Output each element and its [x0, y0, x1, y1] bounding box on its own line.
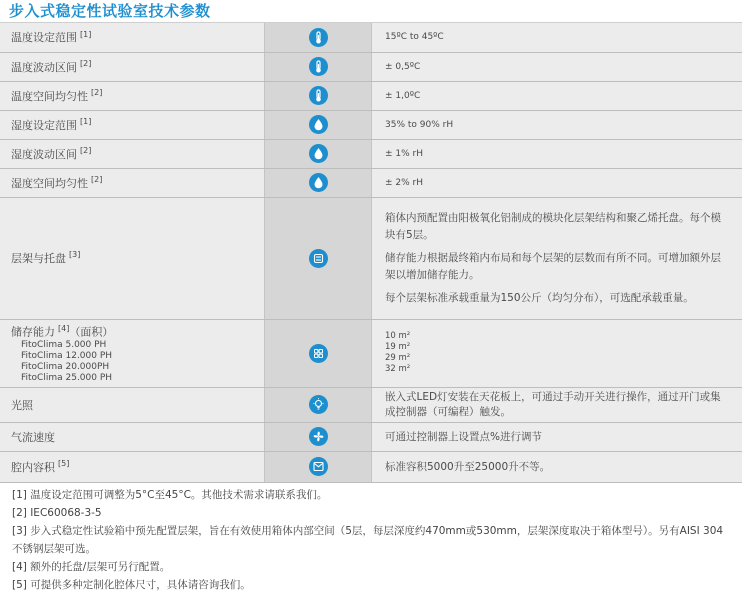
- row-label-cell: [0, 110, 265, 139]
- shelves-icon: [309, 249, 328, 268]
- icon-cell: [265, 110, 372, 139]
- table-row: [0, 319, 742, 387]
- icon-cell: [265, 451, 372, 482]
- row-label: 湿度设定范围: [11, 118, 77, 132]
- footnote-ref: [1]: [80, 116, 92, 126]
- grid-icon: [309, 344, 328, 363]
- light-bulb-icon: [309, 395, 328, 414]
- page-title: 步入式稳定性试验室技术参数: [9, 2, 211, 20]
- footnote-ref: [3]: [69, 250, 81, 260]
- footnote-ref: [2]: [91, 174, 103, 184]
- footnote: [4] 额外的托盘/层架可另行配置。: [12, 561, 171, 573]
- table-row: [0, 451, 742, 482]
- row-label: 温度波动区间: [11, 60, 77, 74]
- model-name: FitoClima 12.000 PH: [21, 350, 113, 361]
- water-drop-icon: [309, 115, 328, 134]
- row-label: 层架与托盘: [11, 252, 66, 265]
- row-value: 嵌入式LED灯安装在天花板上，可通过手动开关进行操作，通过开门或集成控制器（可编程）触发。: [372, 387, 742, 422]
- table-row: [0, 168, 742, 197]
- icon-cell: [265, 168, 372, 197]
- icon-cell: [265, 422, 372, 451]
- icon-cell: [265, 23, 372, 52]
- footnote: [3] 步入式稳定性试验箱中预先配置层架，旨在有效使用箱体内部空间（5层，每层深度约470mm或530mm，层架深度取决于箱体型号）。另有AISI 304不锈钢层架可选。: [12, 525, 724, 555]
- row-label-cell: [0, 52, 265, 81]
- fan-icon: [309, 427, 328, 446]
- row-value: 15ºC to 45ºC: [372, 23, 742, 52]
- capacity-value: 19 m²: [385, 342, 411, 352]
- water-drop-icon: [309, 144, 328, 163]
- shelves-paragraph: 储存能力根据最终箱内布局和每个层架的层数而有所不同。可增加额外层架以增加储存能力。: [385, 251, 721, 281]
- thermometer-icon: [309, 28, 328, 47]
- row-value: [372, 197, 742, 319]
- model-name: FitoClima 25.000 PH: [21, 372, 113, 383]
- footnote-ref: [2]: [91, 87, 103, 97]
- footnotes: [12, 486, 732, 594]
- thermometer-icon: [309, 86, 328, 105]
- table-row: [0, 110, 742, 139]
- row-label-cell: [0, 197, 265, 319]
- icon-cell: [265, 139, 372, 168]
- row-label-cell: [0, 168, 265, 197]
- table-row: [0, 81, 742, 110]
- row-label: 温度空间均匀性: [11, 89, 88, 103]
- row-value: [372, 319, 742, 387]
- thermometer-icon: [309, 57, 328, 76]
- row-label-cell: [0, 81, 265, 110]
- icon-cell: [265, 52, 372, 81]
- row-label: 温度设定范围: [11, 31, 77, 45]
- table-row: [0, 23, 742, 52]
- capacity-value: 32 m²: [385, 364, 411, 374]
- footnote-ref: [4]: [58, 324, 70, 334]
- spec-table: [0, 23, 742, 483]
- row-label: 腔内容积: [11, 460, 55, 474]
- footnote-ref: [5]: [58, 458, 70, 468]
- model-name: FitoClima 20.000PH: [21, 361, 110, 372]
- capacity-value: 10 m²: [385, 331, 411, 341]
- row-label-cell: [0, 422, 265, 451]
- footnote-ref: [1]: [80, 29, 92, 39]
- chamber-icon: [309, 457, 328, 476]
- row-value: ± 0,5ºC: [372, 52, 742, 81]
- icon-cell: [265, 81, 372, 110]
- row-label-suffix: （面积）: [69, 325, 114, 339]
- table-row: [0, 139, 742, 168]
- footnote-ref: [2]: [80, 145, 92, 155]
- water-drop-icon: [309, 173, 328, 192]
- footnote-ref: [2]: [80, 58, 92, 68]
- row-label: 光照: [11, 398, 33, 412]
- row-label: 湿度波动区间: [11, 147, 77, 161]
- icon-cell: [265, 319, 372, 387]
- row-label: 储存能力: [11, 325, 55, 339]
- row-value: ± 1% rH: [372, 139, 742, 168]
- icon-cell: [265, 387, 372, 422]
- row-label-cell: [0, 23, 265, 52]
- footnote: [5] 可提供多种定制化腔体尺寸，具体请咨询我们。: [12, 579, 251, 591]
- row-label-cell: [0, 387, 265, 422]
- model-name: FitoClima 5.000 PH: [21, 339, 107, 350]
- capacity-value: 29 m²: [385, 353, 411, 363]
- table-row: [0, 387, 742, 422]
- row-label-cell: [0, 139, 265, 168]
- icon-cell: [265, 197, 372, 319]
- row-value: 可通过控制器上设置点%进行调节: [372, 422, 742, 451]
- row-label-cell: [0, 319, 265, 387]
- row-value: ± 2% rH: [372, 168, 742, 197]
- shelves-paragraph: 每个层架标准承载重量为150公斤（均匀分布），可选配承载重量。: [385, 291, 694, 304]
- row-value: ± 1,0ºC: [372, 81, 742, 110]
- footnote: [1] 温度设定范围可调整为5°C至45°C。其他技术需求请联系我们。: [12, 489, 328, 501]
- row-label-cell: [0, 451, 265, 482]
- table-row: [0, 422, 742, 451]
- table-row: [0, 197, 742, 319]
- row-value: 标准容积5000升至25000升不等。: [372, 451, 742, 482]
- shelves-paragraph: 箱体内预配置由阳极氧化铝制成的模块化层架结构和聚乙烯托盘。每个模块有5层。: [385, 211, 721, 241]
- row-label: 湿度空间均匀性: [11, 176, 88, 190]
- footnote: [2] IEC60068-3-5: [12, 507, 102, 519]
- row-label: 气流速度: [11, 430, 55, 444]
- row-value: 35% to 90% rH: [372, 110, 742, 139]
- table-row: [0, 52, 742, 81]
